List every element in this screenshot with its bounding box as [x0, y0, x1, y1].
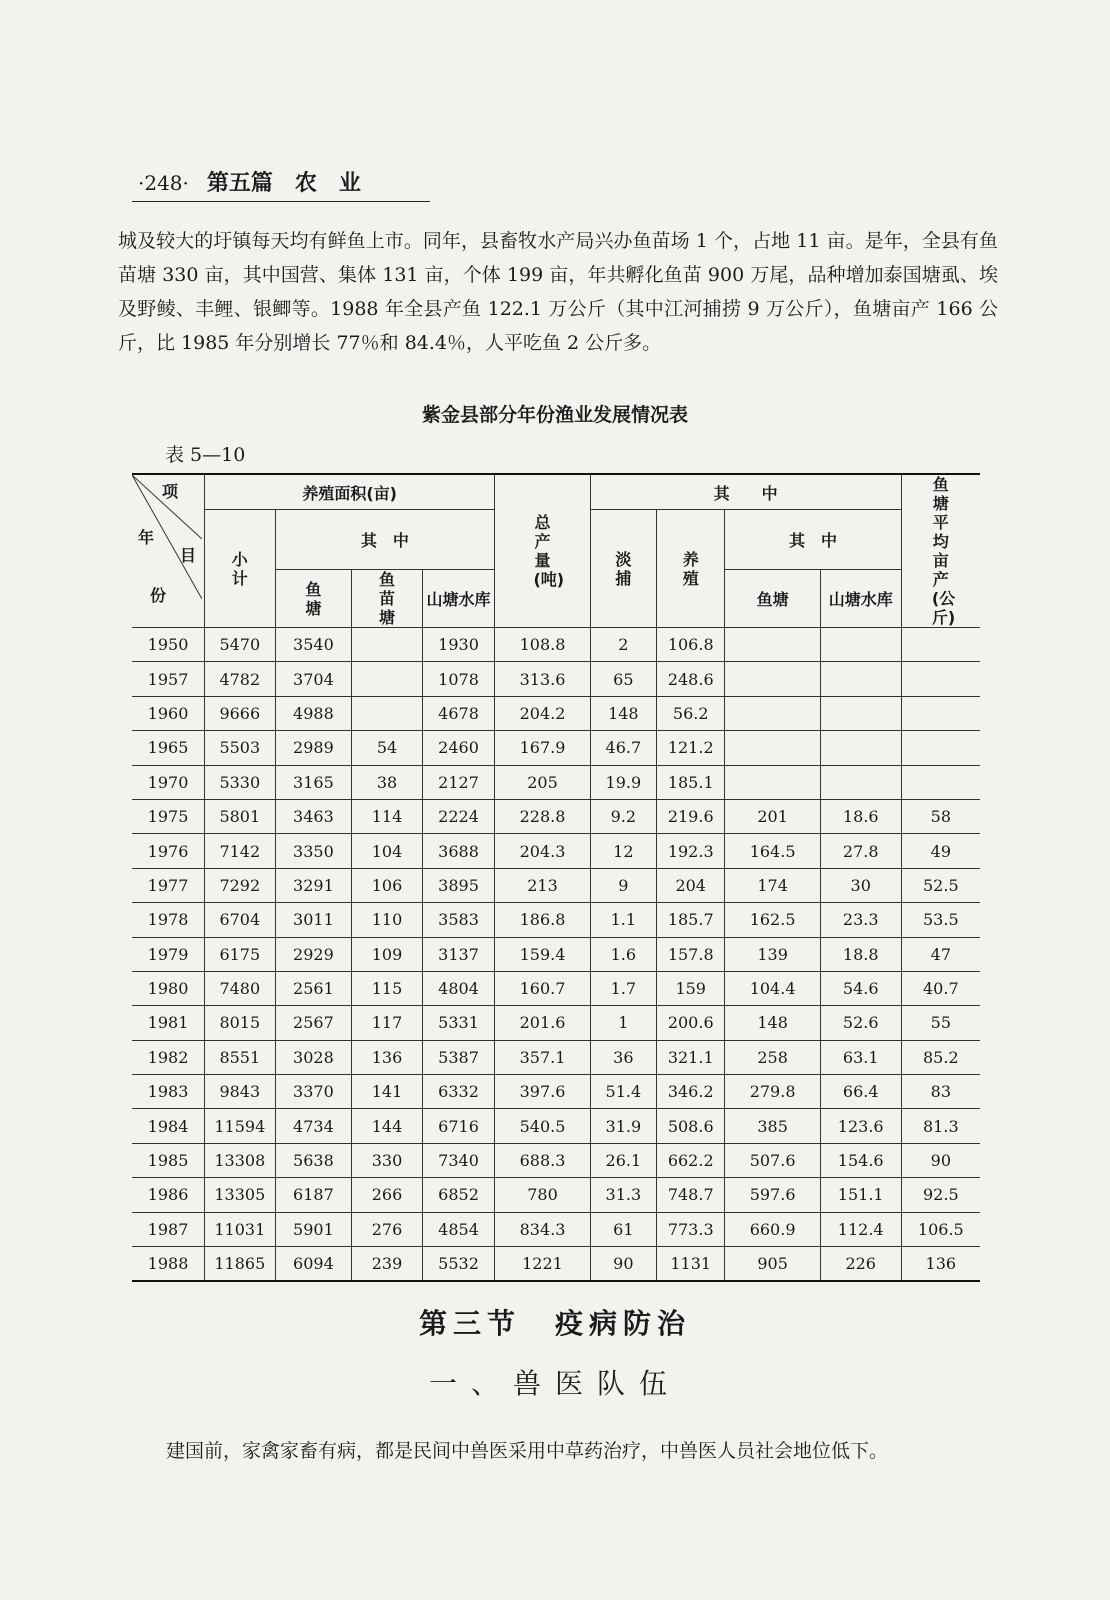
table-cell	[820, 696, 901, 730]
farm-fish-pond-header: 鱼塘	[725, 570, 820, 628]
table-cell: 200.6	[657, 1006, 725, 1040]
table-cell: 2460	[422, 731, 495, 765]
year-cell: 1977	[132, 868, 205, 902]
table-cell: 117	[352, 1006, 422, 1040]
table-cell: 7480	[205, 971, 275, 1005]
section-title: 第三节 疫病防治	[418, 1307, 691, 1340]
table-cell: 7142	[205, 834, 275, 868]
year-cell: 1988	[132, 1247, 205, 1282]
table-cell: 5503	[205, 731, 275, 765]
table-cell: 26.1	[590, 1143, 656, 1177]
table-cell	[820, 765, 901, 799]
table-cell: 139	[725, 937, 820, 971]
table-cell: 38	[352, 765, 422, 799]
table-cell: 106.8	[657, 628, 725, 662]
page-header	[138, 166, 428, 197]
table-row	[132, 1178, 980, 1212]
table-cell	[725, 662, 820, 696]
table-cell: 201.6	[495, 1006, 590, 1040]
table-cell: 1.7	[590, 971, 656, 1005]
table-cell: 357.1	[495, 1040, 590, 1074]
table-cell	[820, 731, 901, 765]
table-cell: 27.8	[820, 834, 901, 868]
table-cell: 4854	[422, 1212, 495, 1246]
table-cell: 3370	[275, 1075, 352, 1109]
table-cell: 4734	[275, 1109, 352, 1143]
table-cell: 90	[901, 1143, 980, 1177]
table-cell: 110	[352, 903, 422, 937]
table-cell	[901, 765, 980, 799]
year-cell: 1960	[132, 696, 205, 730]
table-cell: 3704	[275, 662, 352, 696]
table-cell: 148	[725, 1006, 820, 1040]
table-cell: 540.5	[495, 1109, 590, 1143]
table-cell: 11594	[205, 1109, 275, 1143]
table-body	[132, 628, 980, 1282]
table-cell: 1078	[422, 662, 495, 696]
area-of-which-header: 其 中	[275, 510, 495, 570]
table-cell: 109	[352, 937, 422, 971]
fishery-table	[132, 473, 980, 1282]
table-cell: 65	[590, 662, 656, 696]
table-cell: 192.3	[657, 834, 725, 868]
year-cell: 1981	[132, 1006, 205, 1040]
table-cell: 385	[725, 1109, 820, 1143]
page-number: ·248·	[138, 171, 189, 195]
table-cell: 9843	[205, 1075, 275, 1109]
year-cell: 1987	[132, 1212, 205, 1246]
table-cell	[352, 662, 422, 696]
table-row	[132, 1075, 980, 1109]
table-row	[132, 696, 980, 730]
table-cell: 6716	[422, 1109, 495, 1143]
table-cell: 688.3	[495, 1143, 590, 1177]
table-cell: 185.1	[657, 765, 725, 799]
table-cell: 46.7	[590, 731, 656, 765]
table-row	[132, 1143, 980, 1177]
table-cell: 104	[352, 834, 422, 868]
table-cell: 4678	[422, 696, 495, 730]
table-cell	[352, 696, 422, 730]
year-cell: 1983	[132, 1075, 205, 1109]
table-cell	[820, 628, 901, 662]
table-cell: 5801	[205, 799, 275, 833]
table-cell: 114	[352, 799, 422, 833]
table-cell: 2561	[275, 971, 352, 1005]
table-cell: 159	[657, 971, 725, 1005]
table-cell: 1.1	[590, 903, 656, 937]
table-cell: 3583	[422, 903, 495, 937]
table-cell: 4782	[205, 662, 275, 696]
table-cell: 248.6	[657, 662, 725, 696]
table-cell: 6704	[205, 903, 275, 937]
table-cell: 239	[352, 1247, 422, 1282]
table-cell: 660.9	[725, 1212, 820, 1246]
year-cell: 1970	[132, 765, 205, 799]
table-cell: 13308	[205, 1143, 275, 1177]
table-cell: 18.6	[820, 799, 901, 833]
table-cell: 13305	[205, 1178, 275, 1212]
table-cell	[820, 662, 901, 696]
table-cell: 106.5	[901, 1212, 980, 1246]
table-cell: 9.2	[590, 799, 656, 833]
table-cell: 1.6	[590, 937, 656, 971]
table-row	[132, 1040, 980, 1074]
table-cell: 1930	[422, 628, 495, 662]
table-cell	[725, 765, 820, 799]
table-cell: 162.5	[725, 903, 820, 937]
farming-of-which-header: 其 中	[725, 510, 901, 570]
table-cell: 7340	[422, 1143, 495, 1177]
table-cell: 780	[495, 1178, 590, 1212]
year-cell: 1985	[132, 1143, 205, 1177]
table-cell: 3688	[422, 834, 495, 868]
table-cell: 121.2	[657, 731, 725, 765]
fish-pond-header: 鱼塘	[275, 570, 352, 628]
corner-header	[132, 474, 205, 628]
table-cell	[901, 628, 980, 662]
table-cell: 52.6	[820, 1006, 901, 1040]
table-cell: 4988	[275, 696, 352, 730]
table-cell: 205	[495, 765, 590, 799]
table-cell: 66.4	[820, 1075, 901, 1109]
table-row	[132, 1212, 980, 1246]
table-cell: 11031	[205, 1212, 275, 1246]
table-row	[132, 765, 980, 799]
table-title: 紫金县部分年份渔业发展情况表	[421, 404, 688, 426]
table-cell: 6175	[205, 937, 275, 971]
table-cell: 662.2	[657, 1143, 725, 1177]
table-cell: 31.3	[590, 1178, 656, 1212]
table-cell: 5638	[275, 1143, 352, 1177]
year-cell: 1986	[132, 1178, 205, 1212]
table-cell: 81.3	[901, 1109, 980, 1143]
table-cell: 174	[725, 868, 820, 902]
year-cell: 1957	[132, 662, 205, 696]
table-cell: 8551	[205, 1040, 275, 1074]
year-cell: 1975	[132, 799, 205, 833]
table-row	[132, 971, 980, 1005]
table-cell: 54.6	[820, 971, 901, 1005]
table-cell: 112.4	[820, 1212, 901, 1246]
table-cell: 2	[590, 628, 656, 662]
table-cell: 5470	[205, 628, 275, 662]
section-heading: 第五篇 农 业	[206, 170, 361, 196]
table-cell: 7292	[205, 868, 275, 902]
table-cell: 141	[352, 1075, 422, 1109]
table-cell: 154.6	[820, 1143, 901, 1177]
table-row	[132, 937, 980, 971]
table-cell: 19.9	[590, 765, 656, 799]
table-cell: 3165	[275, 765, 352, 799]
table-cell: 12	[590, 834, 656, 868]
table-cell: 47	[901, 937, 980, 971]
table-cell: 6332	[422, 1075, 495, 1109]
intro-paragraph: 城及较大的圩镇每天均有鲜鱼上市。同年，县畜牧水产局兴办鱼苗场 1 个，占地 11 亩。是年，全县有鱼苗塘 330 亩，其中国营、集体 131 亩，个体 199 亩，年共孵化鱼苗 900 万尾，品种增加泰国塘虱、埃及野鲮、丰鲤、银鲫等。1988 年全县产鱼 122.1 万公斤（其中江河捕捞 9 万公斤），鱼塘亩产 166 公斤，比 1985 年分别增长 77％和 84.4％，人平吃鱼 2 公斤多。	[118, 230, 998, 354]
table-cell: 148	[590, 696, 656, 730]
table-row	[132, 799, 980, 833]
table-cell: 18.8	[820, 937, 901, 971]
table-cell: 136	[901, 1247, 980, 1282]
table-cell: 6852	[422, 1178, 495, 1212]
table-label: 表 5—10	[165, 444, 246, 466]
year-cell: 1978	[132, 903, 205, 937]
table-row	[132, 731, 980, 765]
table-cell: 226	[820, 1247, 901, 1282]
table-cell: 136	[352, 1040, 422, 1074]
year-cell: 1965	[132, 731, 205, 765]
area-group-header: 养殖面积(亩)	[205, 474, 495, 510]
table-cell: 23.3	[820, 903, 901, 937]
table-cell: 164.5	[725, 834, 820, 868]
table-cell: 123.6	[820, 1109, 901, 1143]
table-cell: 185.7	[657, 903, 725, 937]
table-cell: 3350	[275, 834, 352, 868]
reservoir-header: 山塘水库	[422, 570, 495, 628]
table-cell: 3011	[275, 903, 352, 937]
table-cell: 58	[901, 799, 980, 833]
table-cell: 397.6	[495, 1075, 590, 1109]
year-cell: 1976	[132, 834, 205, 868]
table-cell: 597.6	[725, 1178, 820, 1212]
table-cell: 92.5	[901, 1178, 980, 1212]
table-cell: 3540	[275, 628, 352, 662]
table-cell: 159.4	[495, 937, 590, 971]
table-cell: 115	[352, 971, 422, 1005]
table-cell: 11865	[205, 1247, 275, 1282]
table-cell: 321.1	[657, 1040, 725, 1074]
table-cell: 3895	[422, 868, 495, 902]
table-cell: 258	[725, 1040, 820, 1074]
table-cell: 5387	[422, 1040, 495, 1074]
table-cell: 5331	[422, 1006, 495, 1040]
table-cell: 1221	[495, 1247, 590, 1282]
table-cell: 213	[495, 868, 590, 902]
table-cell: 61	[590, 1212, 656, 1246]
fry-pond-header: 鱼苗塘	[352, 570, 422, 628]
table-cell	[352, 628, 422, 662]
table-cell: 151.1	[820, 1178, 901, 1212]
table-cell: 157.8	[657, 937, 725, 971]
table-cell: 90	[590, 1247, 656, 1282]
table-cell: 83	[901, 1075, 980, 1109]
table-row	[132, 1247, 980, 1282]
table-cell: 201	[725, 799, 820, 833]
table-cell: 2989	[275, 731, 352, 765]
table-cell: 55	[901, 1006, 980, 1040]
table-cell: 3028	[275, 1040, 352, 1074]
table-cell: 204.2	[495, 696, 590, 730]
table-row	[132, 903, 980, 937]
table-row	[132, 1006, 980, 1040]
year-cell: 1980	[132, 971, 205, 1005]
corner-mu-label: 目	[180, 546, 197, 565]
table-cell: 313.6	[495, 662, 590, 696]
table-cell: 1131	[657, 1247, 725, 1282]
table-cell: 2567	[275, 1006, 352, 1040]
table-cell: 160.7	[495, 971, 590, 1005]
subsection-title: 一、兽医队伍	[428, 1367, 681, 1400]
table-cell	[725, 696, 820, 730]
table-cell: 507.6	[725, 1143, 820, 1177]
table-cell: 36	[590, 1040, 656, 1074]
table-cell: 5901	[275, 1212, 352, 1246]
subtotal-header: 小计	[205, 510, 275, 628]
table-cell: 52.5	[901, 868, 980, 902]
table-cell: 330	[352, 1143, 422, 1177]
table-row	[132, 662, 980, 696]
table-cell	[901, 696, 980, 730]
table-cell: 2929	[275, 937, 352, 971]
table-cell: 748.7	[657, 1178, 725, 1212]
corner-year-label: 年	[138, 528, 155, 547]
table-cell: 31.9	[590, 1109, 656, 1143]
table-cell: 4804	[422, 971, 495, 1005]
table-cell: 266	[352, 1178, 422, 1212]
table-row	[132, 834, 980, 868]
table-cell: 51.4	[590, 1075, 656, 1109]
closing-paragraph: 建国前，家禽家畜有病，都是民间中兽医采用中草药治疗，中兽医人员社会地位低下。	[166, 1440, 889, 1462]
table-cell: 9	[590, 868, 656, 902]
table-row	[132, 1109, 980, 1143]
table-cell: 5532	[422, 1247, 495, 1282]
yield-header: 鱼塘平均亩产(公斤)	[901, 474, 980, 628]
table-cell: 905	[725, 1247, 820, 1282]
corner-item-label: 项	[162, 482, 179, 501]
table-cell: 834.3	[495, 1212, 590, 1246]
table-cell: 1	[590, 1006, 656, 1040]
table-cell	[725, 731, 820, 765]
table-cell: 204	[657, 868, 725, 902]
table-cell: 219.6	[657, 799, 725, 833]
farming-header: 养殖	[657, 510, 725, 628]
year-cell: 1984	[132, 1109, 205, 1143]
table-cell: 3137	[422, 937, 495, 971]
table-cell: 167.9	[495, 731, 590, 765]
table-cell: 8015	[205, 1006, 275, 1040]
table-cell: 3291	[275, 868, 352, 902]
table-cell: 6094	[275, 1247, 352, 1282]
table-cell: 49	[901, 834, 980, 868]
table-cell	[901, 662, 980, 696]
table-cell: 3463	[275, 799, 352, 833]
year-cell: 1950	[132, 628, 205, 662]
output-of-which-header: 其 中	[590, 474, 901, 510]
table-cell: 63.1	[820, 1040, 901, 1074]
table-cell: 9666	[205, 696, 275, 730]
table-cell: 53.5	[901, 903, 980, 937]
table-cell: 228.8	[495, 799, 590, 833]
table-cell: 104.4	[725, 971, 820, 1005]
table-cell: 85.2	[901, 1040, 980, 1074]
corner-fen-label: 份	[150, 586, 167, 605]
table-cell: 2224	[422, 799, 495, 833]
table-cell: 106	[352, 868, 422, 902]
table-cell: 56.2	[657, 696, 725, 730]
header-rule	[132, 201, 430, 202]
table-cell	[901, 731, 980, 765]
fishing-header: 淡捕	[590, 510, 656, 628]
table-cell: 508.6	[657, 1109, 725, 1143]
table-cell: 6187	[275, 1178, 352, 1212]
table-cell: 54	[352, 731, 422, 765]
table-cell: 186.8	[495, 903, 590, 937]
table-cell: 30	[820, 868, 901, 902]
year-cell: 1979	[132, 937, 205, 971]
table-cell: 2127	[422, 765, 495, 799]
farm-reservoir-header: 山塘水库	[820, 570, 901, 628]
table-cell: 279.8	[725, 1075, 820, 1109]
table-cell: 5330	[205, 765, 275, 799]
table-cell: 346.2	[657, 1075, 725, 1109]
table-cell	[725, 628, 820, 662]
table-cell: 204.3	[495, 834, 590, 868]
table-row	[132, 628, 980, 662]
table-cell: 773.3	[657, 1212, 725, 1246]
table-cell: 108.8	[495, 628, 590, 662]
table-row	[132, 868, 980, 902]
total-output-header: 总产量(吨)	[495, 474, 590, 628]
table-cell: 40.7	[901, 971, 980, 1005]
year-cell: 1982	[132, 1040, 205, 1074]
table-cell: 144	[352, 1109, 422, 1143]
table-cell: 276	[352, 1212, 422, 1246]
